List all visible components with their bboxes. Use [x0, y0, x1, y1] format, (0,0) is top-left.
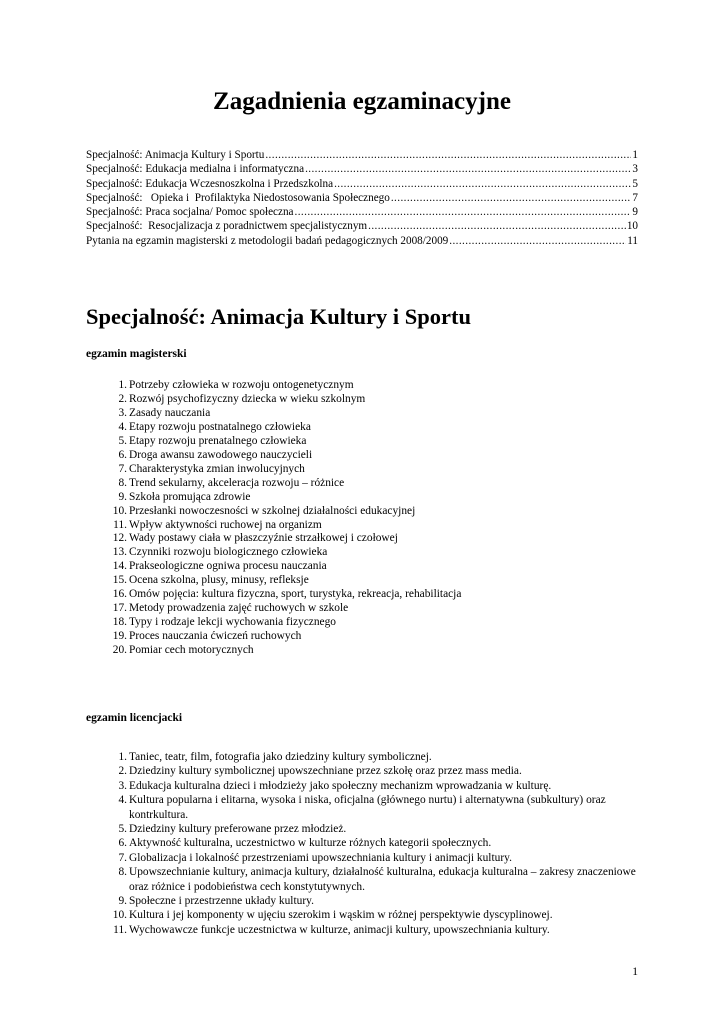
item-text: Charakterystyka zmian inwolucyjnych: [129, 462, 305, 475]
item-number: 1.: [118, 379, 127, 391]
item-text: Społeczne i przestrzenne układy kultury.: [129, 895, 314, 908]
list-item: [86, 560, 646, 574]
item-number: 19.: [112, 630, 127, 643]
item-text: Kultura popularna i elitarna, wysoka i niska, oficjalna (głównego nurtu) i alternatywna (subkultury) oraz kontrkultura.: [129, 794, 606, 821]
list-item: [86, 793, 646, 822]
toc-entry-metodologia[interactable]: [86, 234, 638, 248]
item-number: 10.: [112, 504, 127, 517]
item-text: Globalizacja i lokalność przestrzeniami upowszechniania kultury i animacji kultury.: [129, 851, 512, 864]
item-number: 2.: [118, 765, 127, 778]
item-number: 4.: [118, 794, 127, 807]
list-item: [86, 644, 646, 658]
item-number: 18.: [112, 616, 127, 629]
item-text: Pomiar cech motorycznych: [129, 644, 254, 657]
item-text: Aktywność kulturalna, uczestnictwo w kulturze różnych kategorii społecznych.: [129, 837, 492, 850]
item-number: 11.: [113, 518, 127, 531]
item-text: Upowszechnianie kultury, animacja kultury, działalność kulturalna, edukacja kulturalna – zakresy znaczeniowe oraz różnice i podobieństwa cech konstytutywnych.: [129, 866, 636, 893]
item-number: 2.: [118, 392, 127, 405]
item-number: 4.: [118, 420, 127, 433]
item-number: 6.: [118, 448, 127, 461]
list-item: [86, 865, 646, 894]
item-text: Metody prowadzenia zajęć ruchowych w szkole: [129, 602, 349, 615]
toc-entry-page: 3: [632, 163, 638, 176]
toc-entry-page: 7: [632, 191, 638, 204]
toc-dot-leader: [449, 234, 626, 248]
list-item: [86, 574, 646, 588]
toc-entry-praca-socjalna[interactable]: [86, 205, 638, 219]
list-item: [86, 836, 646, 850]
toc-entry-animacja[interactable]: [86, 148, 638, 162]
item-text: Dziedziny kultury symbolicznej upowszechniane przez szkołę oraz przez mass media.: [129, 765, 522, 778]
list-item: [86, 449, 646, 463]
section-title: Specjalność: Animacja Kultury i Sportu: [86, 304, 472, 329]
item-text: Potrzeby człowieka w rozwoju ontogenetycznym: [129, 379, 354, 391]
toc-entry-edukacja-medialna[interactable]: [86, 162, 638, 176]
item-text: Taniec, teatr, film, fotografia jako dziedziny kultury symbolicznej.: [129, 751, 432, 763]
toc-dot-leader: [368, 219, 626, 233]
list-item: [86, 750, 646, 764]
list-item: [86, 894, 646, 908]
item-text: Omów pojęcia: kultura fizyczna, sport, turystyka, rekreacja, rehabilitacja: [129, 588, 462, 601]
item-text: Ocena szkolna, plusy, minusy, refleksje: [129, 574, 309, 587]
list-item: [86, 393, 646, 407]
item-text: Szkoła promująca zdrowie: [129, 490, 251, 503]
bachelor-question-list: [86, 750, 646, 937]
item-number: 6.: [118, 837, 127, 850]
toc-entry-page: 1: [632, 149, 638, 161]
list-item: [86, 616, 646, 630]
toc-entry-label: Specjalność: Edukacja Wczesnoszkolna i Przedszkolna: [86, 177, 334, 190]
item-text: Trend sekularny, akceleracja rozwoju – różnice: [129, 476, 345, 489]
toc-entry-resocjalizacja[interactable]: [86, 219, 638, 233]
toc-entry-label: Specjalność: Praca socjalna/ Pomoc społeczna: [86, 206, 294, 219]
list-item: [86, 602, 646, 616]
item-text: Prakseologiczne ogniwa procesu nauczania: [129, 560, 327, 573]
toc-dot-leader: [295, 205, 632, 219]
toc-entry-edukacja-wczesnoszkolna[interactable]: [86, 177, 638, 191]
item-number: 20.: [112, 644, 127, 657]
list-item: [86, 463, 646, 477]
list-item: [86, 379, 646, 393]
toc-dot-leader: [265, 148, 631, 162]
list-item: [86, 764, 646, 778]
item-number: 17.: [112, 602, 127, 615]
item-text: Edukacja kulturalna dzieci i młodzieży jako społeczny mechanizm wprowadzania w kulturę.: [129, 779, 552, 792]
item-text: Droga awansu zawodowego nauczycieli: [129, 448, 313, 461]
list-item: [86, 407, 646, 421]
list-item: [86, 519, 646, 533]
masters-exam-heading: egzamin magisterski: [86, 348, 187, 360]
item-text: Typy i rodzaje lekcji wychowania fizycznego: [129, 616, 336, 629]
item-text: Etapy rozwoju prenatalnego człowieka: [129, 434, 307, 447]
bachelor-exam-heading: egzamin licencjacki: [86, 712, 183, 724]
list-item: [86, 908, 646, 922]
toc-entry-label: Pytania na egzamin magisterski z metodologii badań pedagogicznych 2008/2009: [86, 234, 449, 247]
item-number: 10.: [112, 909, 127, 922]
item-text: Wychowawcze funkcje uczestnictwa w kulturze, animacji kultury, upowszechniania kultury.: [129, 923, 550, 936]
toc-entry-page: 5: [632, 177, 638, 190]
list-item: [86, 923, 646, 937]
list-item: [86, 851, 646, 865]
list-item: [86, 822, 646, 836]
toc-dot-leader: [305, 162, 631, 176]
item-number: 15.: [112, 574, 127, 587]
toc-entry-label: Specjalność: Animacja Kultury i Sportu: [86, 149, 265, 161]
masters-question-list: [86, 379, 646, 658]
item-number: 11.: [113, 923, 127, 936]
toc-dot-leader: [391, 191, 632, 205]
item-text: Proces nauczania ćwiczeń ruchowych: [129, 630, 302, 643]
item-text: Etapy rozwoju postnatalnego człowieka: [129, 420, 311, 433]
toc-entry-page: 11: [627, 234, 638, 247]
item-number: 9.: [118, 895, 127, 908]
toc-entry-opieka[interactable]: [86, 191, 638, 205]
item-number: 7.: [118, 851, 127, 864]
item-number: 13.: [112, 546, 127, 559]
list-item: [86, 546, 646, 560]
item-number: 8.: [118, 866, 127, 879]
page-number: 1: [632, 966, 638, 978]
item-number: 12.: [112, 532, 127, 545]
list-item: [86, 588, 646, 602]
item-number: 5.: [118, 434, 127, 447]
toc-entry-label: Specjalność: Resocjalizacja z poradnictwem specjalistycznym: [86, 220, 368, 233]
toc-entry-label: Specjalność: Opieka i Profilaktyka Niedostosowania Społecznego: [86, 191, 390, 204]
item-number: 9.: [118, 490, 127, 503]
item-number: 3.: [118, 406, 127, 419]
list-item: [86, 421, 646, 435]
list-item: [86, 630, 646, 644]
toc-dot-leader: [334, 177, 631, 191]
item-text: Zasady nauczania: [129, 406, 211, 419]
item-number: 5.: [118, 823, 127, 836]
item-text: Przesłanki nowoczesności w szkolnej działalności edukacyjnej: [129, 504, 416, 517]
item-number: 16.: [112, 588, 127, 601]
item-text: Rozwój psychofizyczny dziecka w wieku szkolnym: [129, 392, 366, 405]
item-text: Wpływ aktywności ruchowej na organizm: [129, 518, 322, 531]
table-of-contents: [86, 148, 638, 248]
item-text: Dziedziny kultury preferowane przez młodzież.: [129, 823, 347, 836]
list-item: [86, 477, 646, 491]
toc-entry-label: Specjalność: Edukacja medialna i informatyczna: [86, 163, 305, 176]
item-text: Czynniki rozwoju biologicznego człowieka: [129, 546, 328, 559]
list-item: [86, 505, 646, 519]
item-text: Wady postawy ciała w płaszczyźnie strzałkowej i czołowej: [129, 532, 398, 545]
list-item: [86, 532, 646, 546]
item-number: 14.: [112, 560, 127, 573]
list-item: [86, 491, 646, 505]
toc-entry-page: 9: [632, 206, 638, 219]
toc-entry-page: 10: [626, 220, 638, 233]
list-item: [86, 435, 646, 449]
list-item: [86, 779, 646, 793]
item-text: Kultura i jej komponenty w ujęciu szerokim i wąskim w różnej perspektywie dyscyplinowej.: [129, 909, 553, 922]
item-number: 3.: [118, 779, 127, 792]
item-number: 8.: [118, 476, 127, 489]
document-title: Zagadnienia egzaminacyjne: [213, 88, 511, 115]
item-number: 7.: [118, 462, 127, 475]
item-number: 1.: [118, 751, 127, 763]
